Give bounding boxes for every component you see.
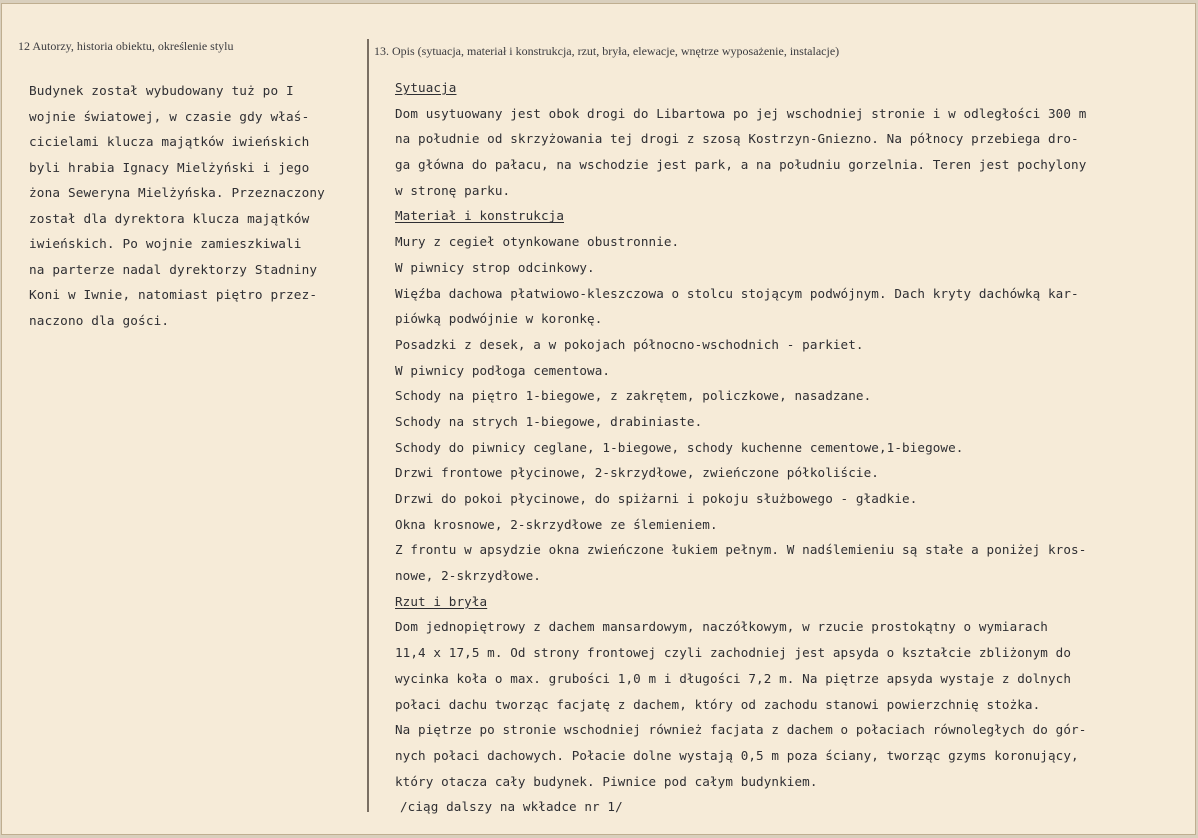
line-text: Schody do piwnicy ceglane, 1-biegowe, schody kuchenne cementowe,1-biegowe.: [395, 439, 964, 455]
description-text-line: [395, 614, 1195, 640]
line-text: Mury z cegieł otynkowane obustronnie.: [395, 234, 680, 250]
section-13-header: 13. Opis (sytuacja, materiał i konstrukcja, rzut, bryła, elewacje, wnętrze wyposażenie, instalacje): [374, 44, 840, 58]
line-text: Schody na strych 1-biegowe, drabiniaste.: [395, 413, 703, 429]
description-text-line: [395, 281, 1195, 307]
continuation-note: [395, 794, 1195, 820]
section-12-header: 12 Autorzy, historia obiektu, określenie stylu: [18, 39, 234, 53]
line-text: Drzwi do pokoi płycinowe, do spiżarni i pokoju służbowego - gładkie.: [395, 491, 918, 506]
line-text: Materiał i konstrukcja: [395, 208, 565, 224]
line-text: Posadzki z desek, a w pokojach północno-wschodnich - parkiet.: [395, 336, 864, 352]
description-text-line: [395, 666, 1195, 692]
line-text: Rzut i bryła: [395, 593, 488, 609]
description-text-line: [395, 178, 1195, 204]
history-text-line: Budynek został wybudowany tuż po I: [29, 83, 294, 98]
line-text: Drzwi frontowe płycinowe, 2-skrzydłowe, zwieńczone półkoliście.: [395, 465, 879, 481]
description-text-column: [395, 75, 1195, 820]
line-text: W piwnicy podłoga cementowa.: [395, 362, 611, 378]
line-text: W piwnicy strop odcinkowy.: [395, 259, 595, 275]
description-text-line: [395, 537, 1195, 563]
inventory-card: [1, 3, 1196, 835]
description-text-line: [395, 743, 1195, 769]
history-text-line: iwieńskich. Po wojnie zamieszkiwali: [29, 236, 302, 251]
line-text: Sytuacja: [395, 80, 457, 95]
history-text-line: naczono dla gości.: [29, 312, 170, 328]
description-text-line: [395, 512, 1195, 538]
line-text: Dom jednopiętrowy z dachem mansardowym, naczółkowym, w rzucie prostokątny o wymiarach: [395, 619, 1048, 635]
history-text-line: na parterze nadal dyrektorzy Stadniny: [29, 261, 318, 277]
description-text-line: [395, 126, 1195, 152]
history-text-line: cicielami klucza majątków iwieńskich: [29, 134, 310, 149]
line-text: Więźba dachowa płatwiowo-kleszczowa o stolcu stojącym podwójnym. Dach kryty dachówką kar-: [395, 285, 1079, 301]
description-text-line: [395, 383, 1195, 409]
line-text: ga główna do pałacu, na wschodzie jest park, a na południu gorzelnia. Teren jest pochylony: [395, 157, 1087, 173]
history-text-line: żona Seweryna Mielżyńska. Przeznaczony: [29, 185, 325, 200]
description-text-line: [395, 717, 1195, 743]
description-text-line: [395, 229, 1195, 255]
description-text-line: [395, 332, 1195, 358]
line-text: połaci dachu tworząc facjatę z dachem, który od zachodu stanowi powierzchnię stożka.: [395, 696, 1041, 712]
description-text-line: [395, 152, 1195, 178]
description-text-line: [395, 486, 1195, 512]
section-heading: [395, 75, 1195, 101]
history-text-line: został dla dyrektora klucza majątków: [29, 210, 310, 226]
description-text-line: [395, 563, 1195, 589]
line-text: w stronę parku.: [395, 182, 511, 198]
description-text-line: [395, 358, 1195, 384]
line-text: Schody na piętro 1-biegowe, z zakrętem, policzkowe, nasadzane.: [395, 388, 872, 404]
line-text: nowe, 2-skrzydłowe.: [395, 568, 541, 584]
history-text-column: [29, 78, 369, 333]
line-text: który otacza cały budynek. Piwnice pod całym budynkiem.: [395, 773, 818, 789]
line-text: Na piętrze po stronie wschodniej również facjata z dachem o połaciach równoległych do gór-: [395, 722, 1087, 738]
history-text-line: byli hrabia Ignacy Mielżyński i jego: [29, 159, 310, 175]
description-text-line: [395, 306, 1195, 332]
line-text: 11,4 x 17,5 m. Od strony frontowej czyli zachodniej jest apsyda o kształcie zbliżonym do: [395, 645, 1072, 661]
description-text-line: [395, 409, 1195, 435]
description-text-line: [395, 460, 1195, 486]
description-text-line: [395, 255, 1195, 281]
history-text-line: wojnie światowej, w czasie gdy właś-: [29, 108, 310, 124]
line-text: piówką podwójnie w koronkę.: [395, 311, 603, 327]
line-text: nych połaci dachowych. Połacie dolne wystają 0,5 m poza ściany, tworząc gzyms koronujący,: [395, 747, 1079, 763]
description-text-line: [395, 435, 1195, 461]
line-text: na południe od skrzyżowania tej drogi z szosą Kostrzyn-Gniezno. Na północy przebiega dro-: [395, 131, 1079, 147]
description-text-line: [395, 692, 1195, 718]
section-heading: [395, 589, 1195, 615]
line-text: /ciąg dalszy na wkładce nr 1/: [400, 799, 623, 815]
history-text-line: Koni w Iwnie, natomiast piętro przez-: [29, 287, 318, 302]
line-text: wycinka koła o max. grubości 1,0 m i długości 7,2 m. Na piętrze apsyda wystaje z dolnych: [395, 670, 1072, 686]
section-heading: [395, 203, 1195, 229]
line-text: Z frontu w apsydzie okna zwieńczone łukiem pełnym. W nadślemieniu są stałe a poniżej kros-: [395, 542, 1087, 558]
description-text-line: [395, 769, 1195, 795]
description-text-line: [395, 640, 1195, 666]
description-text-line: [395, 101, 1195, 127]
line-text: Dom usytuowany jest obok drogi do Libartowa po jej wschodniej stronie i w odległości 300 m: [395, 105, 1087, 121]
line-text: Okna krosnowe, 2-skrzydłowe ze ślemieniem.: [395, 516, 718, 532]
